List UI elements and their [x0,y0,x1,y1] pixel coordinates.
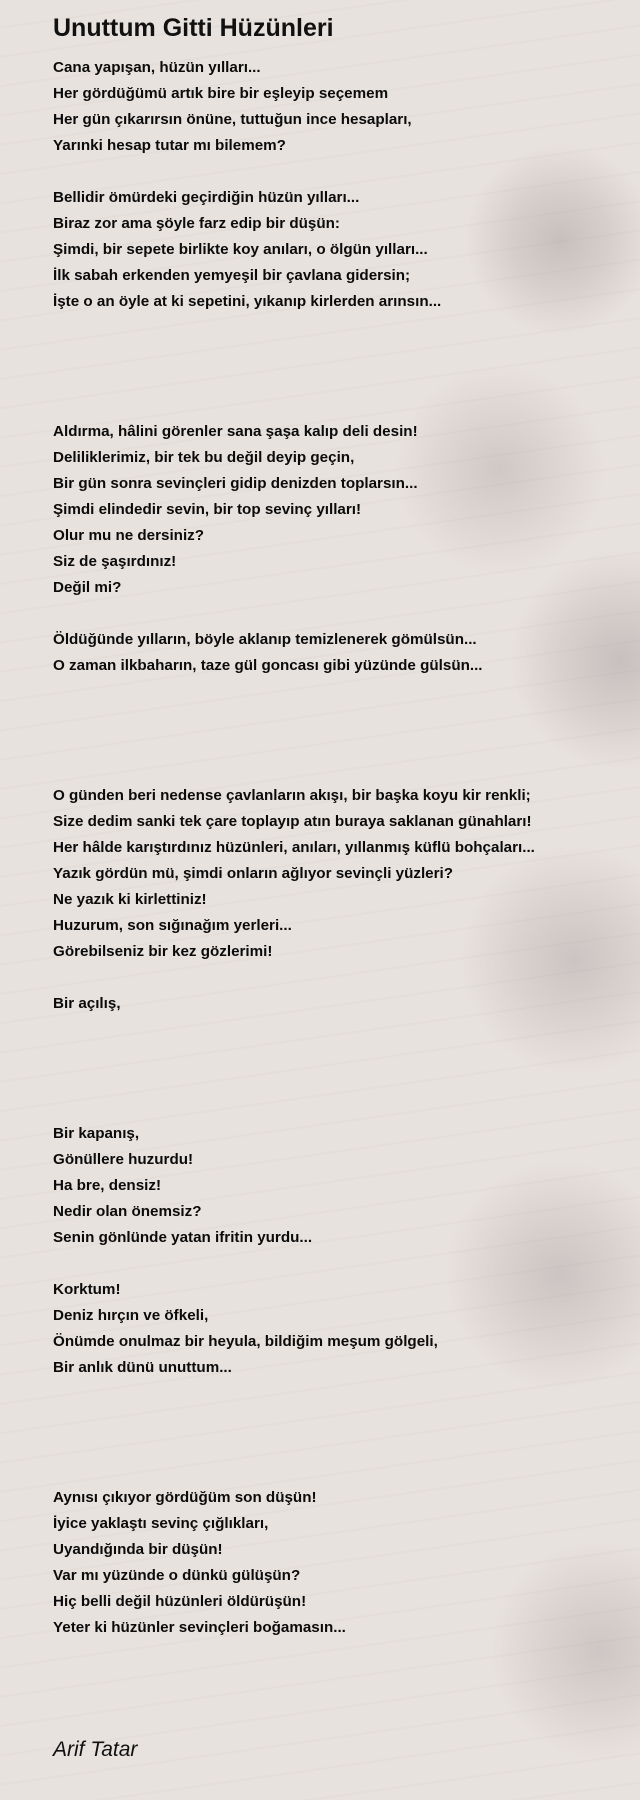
poem-line: Cana yapışan, hüzün yılları... [53,59,261,76]
poem-author: Arif Tatar [53,1738,138,1761]
poem-line: Olur mu ne dersiniz? [53,527,205,544]
poem-line: Her gün çıkarırsın önüne, tuttuğun ince hesapları, [53,111,412,128]
poem-line: Siz de şaşırdınız! [53,553,177,570]
poem-line: Size dedim sanki tek çare toplayıp atın buraya saklanan günahları! [53,813,532,830]
stanza [53,627,633,679]
poem-line: Aynısı çıkıyor gördüğüm son düşün! [53,1489,317,1506]
stanza [53,991,633,1017]
poem-line: İlk sabah erkenden yemyeşil bir çavlana gidersin; [53,267,411,284]
poem-line: Bellidir ömürdeki geçirdiğin hüzün yılları... [53,189,360,206]
poem-line: Hiç belli değil hüzünleri öldürüşün! [53,1593,307,1610]
poem-line: Huzurum, son sığınağım yerleri... [53,917,292,934]
poem-line: Değil mi? [53,579,122,596]
poem-line: Öldüğünde yılların, böyle aklanıp temizlenerek gömülsün... [53,631,477,648]
stanza [53,1277,633,1381]
poem-line: Uyandığında bir düşün! [53,1541,223,1558]
poem-line: Her hâlde karıştırdınız hüzünleri, anıları, yıllanmış küflü bohçaları... [53,839,535,856]
poem-line: Bir anlık dünü unuttum... [53,1359,232,1376]
poem-line: Yarınki hesap tutar mı bilemem? [53,137,286,154]
stanza [53,185,633,315]
poem-line: Bir gün sonra sevinçleri gidip denizden toplarsın... [53,475,418,492]
stanza [53,419,633,601]
poem-line: Deliliklerimiz, bir tek bu değil deyip geçin, [53,449,355,466]
poem-line: O zaman ilkbaharın, taze gül goncası gibi yüzünde gülsün... [53,657,483,674]
poem-line: Nedir olan önemsiz? [53,1203,202,1220]
stanza [53,55,633,159]
poem-line: O günden beri nedense çavlanların akışı, bir başka koyu kir renkli; [53,787,531,804]
poem-title: Unuttum Gitti Hüzünleri [53,14,334,42]
poem-line: Deniz hırçın ve öfkeli, [53,1307,209,1324]
poem-line: Korktum! [53,1281,121,1298]
poem-line: Var mı yüzünde o dünkü gülüşün? [53,1567,301,1584]
poem-line: Ne yazık ki kirlettiniz! [53,891,207,908]
poem-line: Aldırma, hâlini görenler sana şaşa kalıp deli desin! [53,423,418,440]
poem-line: Görebilseniz bir kez gözlerimi! [53,943,273,960]
stanza [53,1121,633,1251]
poem-line: Önümde onulmaz bir heyula, bildiğim meşum gölgeli, [53,1333,438,1350]
poem-line: Her gördüğümü artık bire bir eşleyip seçemem [53,85,389,102]
stanza [53,1485,633,1641]
poem-line: Şimdi, bir sepete birlikte koy anıları, o ölgün yılları... [53,241,428,258]
poem-line: Şimdi elindedir sevin, bir top sevinç yılları! [53,501,362,518]
poem-line: İyice yaklaştı sevinç çığlıkları, [53,1515,269,1532]
poem-line: Bir açılış, [53,995,121,1012]
poem-body [53,55,633,1667]
stanza [53,783,633,965]
poem-line: Yazık gördün mü, şimdi onların ağlıyor sevinçli yüzleri? [53,865,454,882]
poem-line: Gönüllere huzurdu! [53,1151,194,1168]
poem-line: Biraz zor ama şöyle farz edip bir düşün: [53,215,340,232]
poem-line: İşte o an öyle at ki sepetini, yıkanıp kirlerden arınsın... [53,293,442,310]
poem-line: Yeter ki hüzünler sevinçleri boğamasın... [53,1619,346,1636]
poem-line: Bir kapanış, [53,1125,140,1142]
poem-line: Senin gönlünde yatan ifritin yurdu... [53,1229,313,1246]
poem-line: Ha bre, densiz! [53,1177,162,1194]
